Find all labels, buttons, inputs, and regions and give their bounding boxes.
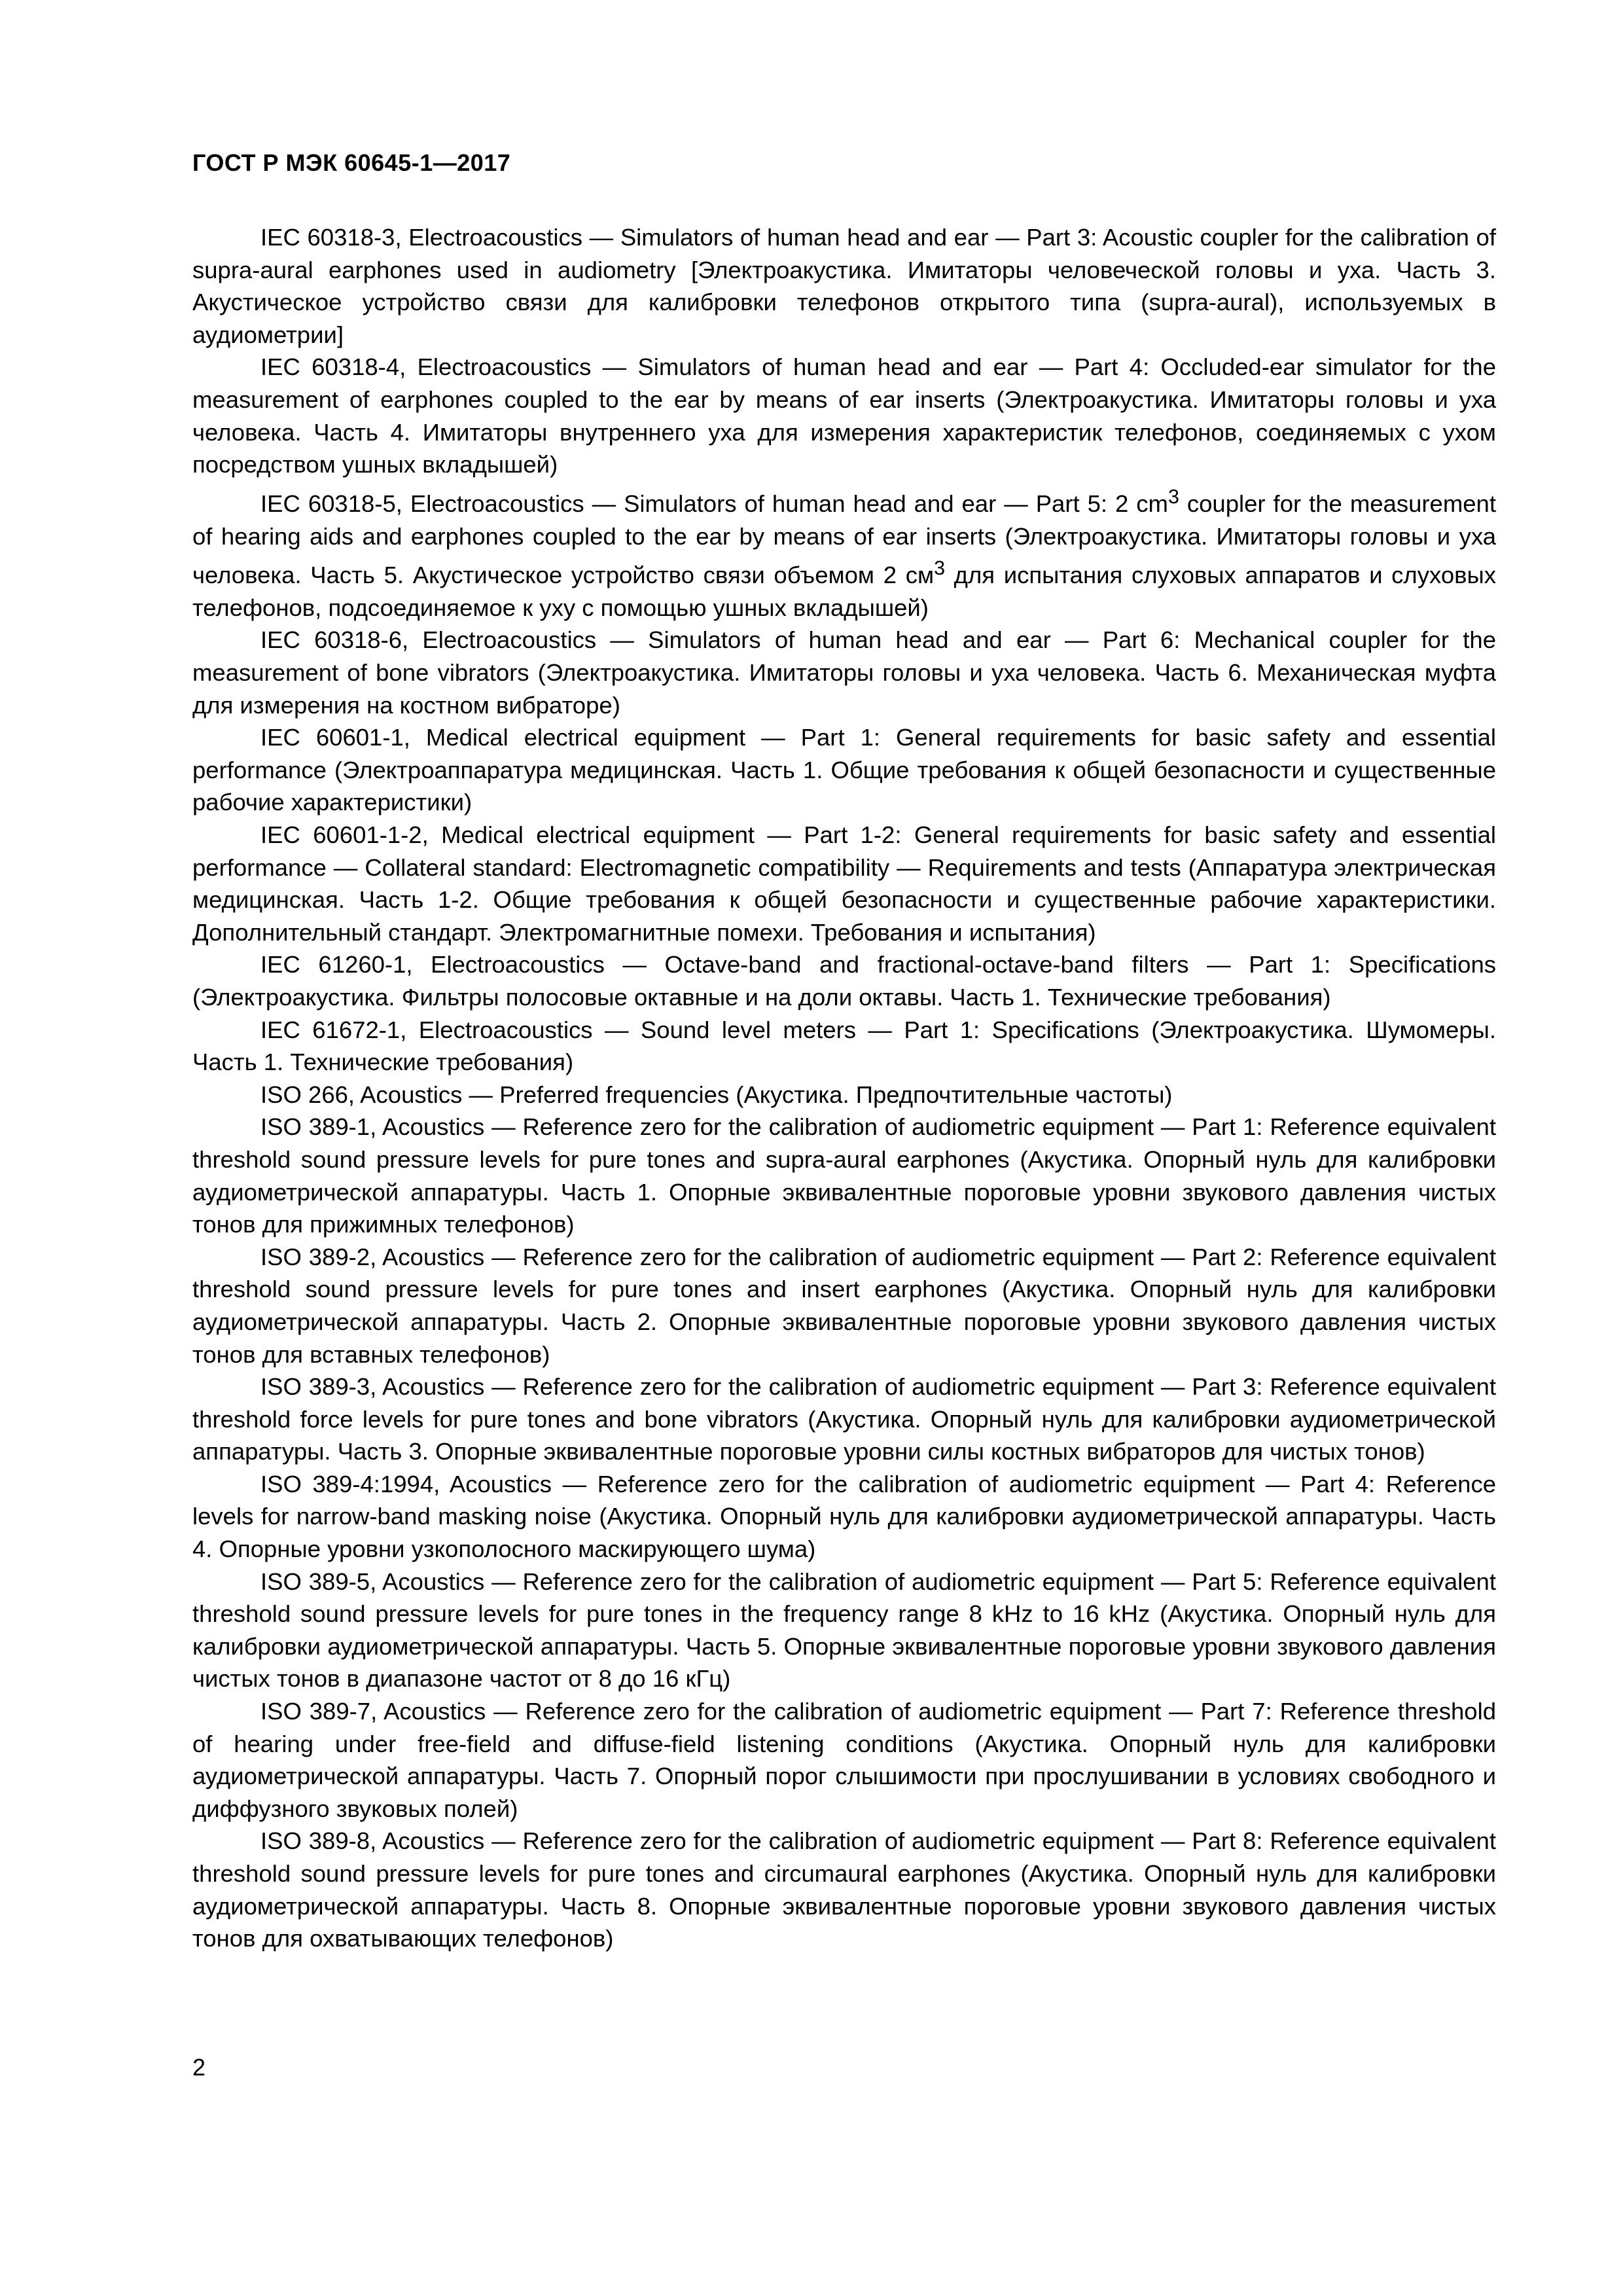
reference-text: IEC 60318-5, Electroacoustics — Simulators of human head and ear — Part 5: 2 cm [260, 490, 1168, 517]
reference-entry [192, 221, 1496, 351]
reference-entry [192, 351, 1496, 480]
reference-entry [192, 1825, 1496, 1954]
reference-entry [192, 1371, 1496, 1468]
reference-entry [192, 624, 1496, 721]
reference-text: ISO 389-3, Acoustics — Reference zero for the calibration of audiometric equipment — Part 3: Reference equivalent threshold force levels for pure tones and bone vibrators (Акустика. Опорный нуль для калибровки аудиометрической аппаратуры. Часть 3. Опорные эквивалентные пороговые уровни силы костных вибраторов для чистых тонов) [192, 1373, 1496, 1465]
reference-entry [192, 1111, 1496, 1240]
reference-entry [192, 481, 1496, 624]
reference-text: ISO 389-1, Acoustics — Reference zero for the calibration of audiometric equipment — Part 1: Reference equivalent threshold sound pressure levels for pure tones and supra-aural earphones (Акустика. Опорный нуль для калибровки аудиометрической аппаратуры. Часть 1. Опорные эквивалентные пороговые уровни звукового давления чистых тонов для прижимных телефонов) [192, 1113, 1496, 1238]
reference-entry [192, 1079, 1496, 1111]
reference-text: ISO 389-7, Acoustics — Reference zero for the calibration of audiometric equipment — Part 7: Reference threshold of hearing under free-field and diffuse-field listening conditions (Акустика. Опорный нуль для калибровки аудиометрической аппаратуры. Часть 7. Опорный порог слышимости при прослушивании в условиях свободного и диффузного звуковых полей) [192, 1698, 1496, 1822]
reference-text: IEC 60601-1-2, Medical electrical equipment — Part 1-2: General requirements for basic safety and essential performance — Collateral standard: Electromagnetic compatibility — Requirements and tests (Аппаратура электрическая медицинская. Часть 1-2. Общие требования к общей безопасности и существенные рабочие характеристики. Дополнительный стандарт. Электромагнитные помехи. Требования и испытания) [192, 821, 1496, 946]
page-number: 2 [192, 2054, 206, 2081]
reference-text: ISO 389-4:1994, Acoustics — Reference zero for the calibration of audiometric equipment — Part 4: Reference levels for narrow-band masking noise (Акустика. Опорный нуль для калибровки аудиометрической аппаратуры. Часть 4. Опорные уровни узкополосного маскирующего шума) [192, 1470, 1496, 1563]
reference-text: ISO 389-2, Acoustics — Reference zero for the calibration of audiometric equipment — Part 2: Reference equivalent threshold sound pressure levels for pure tones and insert earphones (Акустика. Опорный нуль для калибровки аудиометрической аппаратуры. Часть 2. Опорные эквивалентные пороговые уровни звукового давления чистых тонов для вставных телефонов) [192, 1243, 1496, 1368]
reference-text: IEC 61260-1, Electroacoustics — Octave-band and fractional-octave-band filters — Part 1: Specifications (Электроакустика. Фильтры полосовые октавные и на доли октавы. Часть 1. Технические требования) [192, 951, 1496, 1011]
reference-entry [192, 1566, 1496, 1695]
reference-entry [192, 819, 1496, 948]
reference-text: coupler for the measurement of hearing aids and earphones coupled to the ear by means of ear inserts (Электроакустика. Имитаторы головы и уха человека. Часть 5. Акустическое устройство связи объемом 2 см [192, 490, 1496, 589]
reference-text: IEC 60318-6, Electroacoustics — Simulators of human head and ear — Part 6: Mechanical coupler for the measurement of bone vibrators (Электроакустика. Имитаторы головы и уха человека. Часть 6. Механическая муфта для измерения на костном вибраторе) [192, 626, 1496, 719]
reference-text: ISO 389-5, Acoustics — Reference zero for the calibration of audiometric equipment — Part 5: Reference equivalent threshold sound pressure levels for pure tones in the frequency range 8 kHz to 16 kHz (Акустика. Опорный нуль для калибровки аудиометрической аппаратуры. Часть 5. Опорные эквивалентные пороговые уровни звукового давления чистых тонов в диапазоне частот от 8 до 16 кГц) [192, 1568, 1496, 1693]
superscript-cube: 3 [1168, 485, 1179, 508]
normative-references-list [192, 221, 1496, 1955]
reference-entry [192, 948, 1496, 1013]
reference-entry [192, 721, 1496, 819]
reference-entry [192, 1695, 1496, 1825]
superscript-cube: 3 [934, 557, 945, 580]
reference-text: IEC 61672-1, Electroacoustics — Sound level meters — Part 1: Specifications (Электроакустика. Шумомеры. Часть 1. Технические требования) [192, 1016, 1496, 1076]
reference-text: IEC 60601-1, Medical electrical equipment — Part 1: General requirements for basic safety and essential performance (Электроаппаратура медицинская. Часть 1. Общие требования к общей безопасности и существенные рабочие характеристики) [192, 724, 1496, 816]
reference-text: ISO 266, Acoustics — Preferred frequencies (Акустика. Предпочтительные частоты) [260, 1081, 1173, 1108]
reference-entry [192, 1014, 1496, 1079]
reference-entry [192, 1468, 1496, 1566]
reference-entry [192, 1241, 1496, 1371]
reference-text: IEC 60318-4, Electroacoustics — Simulators of human head and ear — Part 4: Occluded-ear simulator for the measurement of earphones coupled to the ear by means of ear inserts (Электроакустика. Имитаторы головы и уха человека. Часть 4. Имитаторы внутреннего уха для измерения характеристик телефонов, соединяемых с ухом посредством ушных вкладышей) [192, 353, 1496, 478]
page-header-title: ГОСТ Р МЭК 60645-1—2017 [192, 149, 511, 176]
reference-text: IEC 60318-3, Electroacoustics — Simulators of human head and ear — Part 3: Acoustic coupler for the calibration of supra-aural earphones used in audiometry [Электроакустика. Имитаторы человеческой головы и уха. Часть 3. Акустическое устройство связи для калибровки телефонов открытого типа (supra-aural), используемых в аудиометрии] [192, 224, 1496, 348]
reference-text: ISO 389-8, Acoustics — Reference zero for the calibration of audiometric equipment — Part 8: Reference equivalent threshold sound pressure levels for pure tones and circumaural earphones (Акустика. Опорный нуль для калибровки аудиометрической аппаратуры. Часть 8. Опорные эквивалентные пороговые уровни звукового давления чистых тонов для охватывающих телефонов) [192, 1827, 1496, 1952]
reference-text: для испытания слуховых аппаратов и слуховых телефонов, подсоединяемое к уху с помощью ушных вкладышей) [192, 562, 1496, 621]
